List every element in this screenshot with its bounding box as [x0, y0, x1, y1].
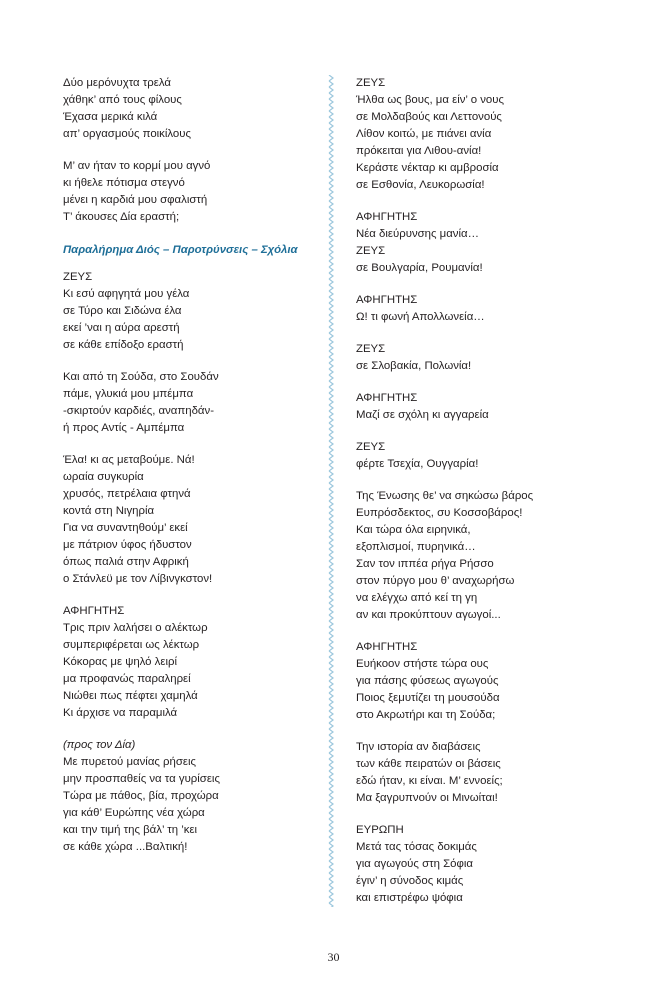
verse-line: με πάτριον ύφος ήδυστον [63, 539, 192, 551]
verse-line: Σαν τον ιππέα ρήγα Ρήσσο [356, 558, 494, 570]
page-number: 30 [327, 950, 340, 964]
verse-line: Έχασα μερικά κιλά [63, 111, 158, 123]
stanza-gap [356, 424, 606, 439]
verse-line: εξοπλισμοί, πυρηνικά… [356, 541, 476, 553]
verse-line: ωραία συγκυρία [63, 471, 144, 483]
stanza-gap [356, 807, 606, 822]
verse-line: και επιστρέφω ψόφια [356, 892, 463, 904]
verse-line: εδώ ήταν, κι είναι. Μ’ εννοείς; [356, 775, 503, 787]
stanza [63, 158, 303, 226]
verse-line: ΑΦΗΓΗΤΗΣ [356, 211, 418, 223]
stanza [63, 737, 303, 856]
stanza-gap [63, 437, 303, 452]
verse-line: σε Σλοβακία, Πολωνία! [356, 360, 472, 372]
verse-line: σε κάθε χώρα ...Βαλτική! [63, 841, 188, 853]
stanza-gap [356, 624, 606, 639]
verse-line: Λίθον κοιτώ, με πιάνει ανία [356, 128, 492, 140]
verse-line: μα προφανώς παραληρεί [63, 673, 191, 685]
verse-line: στον πύργο μου θ’ αναχωρήσω [356, 575, 515, 587]
right-column [356, 75, 606, 907]
stanza [63, 269, 303, 354]
stanza [356, 341, 606, 375]
verse-line: -σκιρτούν καρδιές, αναπηδάν- [63, 405, 214, 417]
verse-line: συμπεριφέρεται ως λέκτωρ [63, 639, 200, 651]
verse-line: Της Ένωσης θε’ να σηκώσω βάρος [356, 490, 534, 502]
stanza-gap [356, 473, 606, 488]
verse-line: σε κάθε επίδοξο εραστή [63, 339, 184, 351]
stanza-gap [63, 354, 303, 369]
verse-line: ή προς Αντίς - Αμπέμπα [63, 422, 185, 434]
verse-line: (προς τον Δία) [63, 739, 136, 751]
verse-line: Τώρα με πάθος, βία, προχώρα [63, 790, 219, 802]
verse-line: ΑΦΗΓΗΤΗΣ [63, 605, 125, 617]
stanza [63, 603, 303, 722]
stanza-gap [63, 588, 303, 603]
section-heading: Παραλήρημα Διός – Παροτρύνσεις – Σχόλια [63, 244, 298, 256]
verse-line: ΖΕΥΣ [356, 77, 386, 89]
verse-line: χρυσός, πετρέλαια φτηνά [63, 488, 191, 500]
verse-line: Μαζί σε σχόλη κι αγγαρεία [356, 409, 489, 421]
verse-line: σε Βουλγαρία, Ρουμανία! [356, 262, 483, 274]
stanza [63, 452, 303, 588]
stanza [356, 822, 606, 907]
verse-line: απ’ οργασμούς ποικίλους [63, 128, 191, 140]
verse-line: έγιν’ η σύνοδος κιμάς [356, 875, 464, 887]
stanza [356, 439, 606, 473]
divider-ornament [328, 75, 334, 907]
verse-line: Μ’ αν ήταν το κορμί μου αγνό [63, 160, 211, 172]
verse-line: εκεί ’ναι η αύρα αρεστή [63, 322, 180, 334]
verse-line: Ποιος ξεμυτίζει τη μουσούδα [356, 692, 500, 704]
verse-line: Νέα διεύρυνσης μανία… [356, 228, 480, 240]
verse-line: των κάθε πειρατών οι βάσεις [356, 758, 501, 770]
verse-line: πάμε, γλυκιά μου μπέμπα [63, 388, 194, 400]
verse-line: Έλα! κι ας μεταβούμε. Νά! [63, 454, 195, 466]
verse-line: σε Εσθονία, Λευκορωσία! [356, 179, 485, 191]
verse-line: όπως παλιά στην Αφρική [63, 556, 189, 568]
verse-line: και την τιμή της βάλ’ τη ’κει [63, 824, 198, 836]
stanza [356, 488, 606, 624]
verse-line: Ευπρόσδεκτος, συ Κοσσοβάρος! [356, 507, 523, 519]
verse-line: Τ’ άκουσες Δία εραστή; [63, 211, 180, 223]
verse-line: στο Ακρωτήρι και τη Σούδα; [356, 709, 496, 721]
verse-line: αν και προκύπτουν αγωγοί... [356, 609, 501, 621]
stanza [356, 390, 606, 424]
verse-line: Ήλθα ως βους, μα είν’ ο νους [356, 94, 504, 106]
verse-line: Μα ξαγρυπνούν οι Μινωίται! [356, 792, 498, 804]
verse-line: Για να συναντηθούμ’ εκεί [63, 522, 188, 534]
verse-line: πρόκειται για Λιθου-ανία! [356, 145, 482, 157]
stanza [356, 292, 606, 326]
heading-spacer [63, 226, 303, 230]
stanza [63, 369, 303, 437]
stanza-gap [356, 194, 606, 209]
stanza-gap [356, 375, 606, 390]
verse-line: ΖΕΥΣ [356, 441, 386, 453]
verse-line: Κόκορας με ψηλό λειρί [63, 656, 178, 668]
verse-line: μην προσπαθείς να τα γυρίσεις [63, 773, 220, 785]
verse-line: ΖΕΥΣ [356, 245, 386, 257]
stanza-gap [63, 722, 303, 737]
verse-line: Ευήκοον στήστε τώρα ους [356, 658, 489, 670]
stanza [356, 209, 606, 277]
verse-line: Την ιστορία αν διαβάσεις [356, 741, 481, 753]
left-column [63, 75, 303, 856]
verse-line: κοντά στη Νιγηρία [63, 505, 155, 517]
verse-line: ΑΦΗΓΗΤΗΣ [356, 641, 418, 653]
verse-line: Νιώθει πως πέφτει χαμηλά [63, 690, 198, 702]
verse-line: Και από τη Σούδα, στο Σουδάν [63, 371, 219, 383]
verse-line: κι ήθελε πότισμα στεγνό [63, 177, 185, 189]
verse-line: σε Μολδαβούς και Λεττονούς [356, 111, 502, 123]
verse-line: για πάσης φύσεως αγωγούς [356, 675, 499, 687]
verse-line: για αγωγούς στη Σόφια [356, 858, 473, 870]
stanza-gap [63, 143, 303, 158]
verse-line: ο Στάνλεϋ με τον Λίβινγκστον! [63, 573, 213, 585]
stanza [356, 75, 606, 194]
verse-line: για κάθ’ Ευρώπης νέα χώρα [63, 807, 205, 819]
stanza [356, 739, 606, 807]
verse-line: Κι εσύ αφηγητά μου γέλα [63, 288, 190, 300]
verse-line: σε Τύρο και Σιδώνα έλα [63, 305, 182, 317]
verse-line: ΖΕΥΣ [356, 343, 386, 355]
verse-line: ΑΦΗΓΗΤΗΣ [356, 294, 418, 306]
stanza [63, 75, 303, 143]
verse-line: Μετά τας τόσας δοκιμάς [356, 841, 477, 853]
verse-line: Και τώρα όλα ειρηνικά, [356, 524, 471, 536]
verse-line: ΑΦΗΓΗΤΗΣ [356, 392, 418, 404]
stanza-gap [356, 724, 606, 739]
verse-line: μένει η καρδιά μου σφαλιστή [63, 194, 208, 206]
stanza [356, 639, 606, 724]
verse-line: Κι άρχισε να παραμιλά [63, 707, 178, 719]
verse-line: φέρτε Τσεχία, Ουγγαρία! [356, 458, 479, 470]
verse-line: Τρις πριν λαλήσει ο αλέκτωρ [63, 622, 208, 634]
stanza-gap [356, 277, 606, 292]
stanza-gap [356, 326, 606, 341]
verse-line: ΖΕΥΣ [63, 271, 93, 283]
verse-line: χάθηκ’ από τους φίλους [63, 94, 182, 106]
verse-line: Με πυρετού μανίας ρήσεις [63, 756, 196, 768]
verse-line: Ω! τι φωνή Απολλωνεία… [356, 311, 485, 323]
verse-line: Δύο μερόνυχτα τρελά [63, 77, 171, 89]
verse-line: να ελέγχω από κεί τη γη [356, 592, 478, 604]
verse-line: Κεράστε νέκταρ κι αμβροσία [356, 162, 499, 174]
verse-line: ΕΥΡΩΠΗ [356, 824, 404, 836]
column-divider [328, 75, 334, 907]
